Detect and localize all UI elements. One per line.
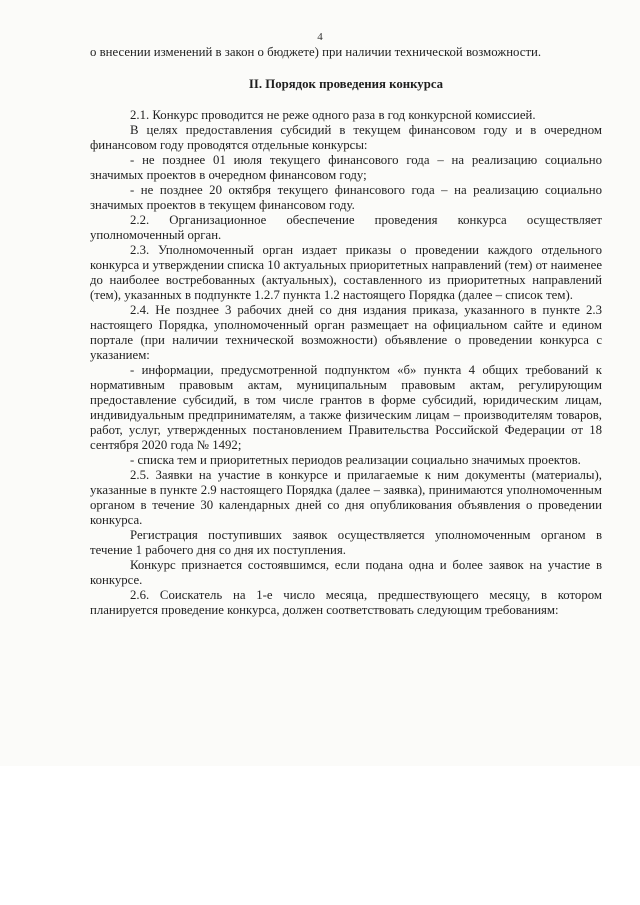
paragraph-2-5: 2.5. Заявки на участие в конкурсе и прилагаемые к ним документы (материалы), указанные в пункте 2.9 настоящего Порядка (далее – заявка), принимаются уполномоченным органом в течение 30 календарных дней со дня опубликования объявления о проведении конкурса.: [90, 468, 602, 527]
blank-background: [0, 766, 640, 905]
section-heading: II. Порядок проведения конкурса: [248, 77, 444, 91]
paragraph-2-1: 2.1. Конкурс проводится не реже одного раза в год конкурсной комиссией.: [130, 108, 536, 122]
list-item-topics: - списка тем и приоритетных периодов реализации социально значимых проектов.: [130, 453, 581, 467]
document-body: [90, 45, 602, 618]
paragraph-2-3: 2.3. Уполномоченный орган издает приказы о проведении каждого отдельного конкурса и утверждении списка 10 актуальных приоритетных направлений (тем) от наименее до наиболее востребованных (актуальных), составленного из приоритетных направлений (тем), указанных в подпункте 1.2.7 пункта 1.2 настоящего Порядка (далее – список тем).: [90, 243, 602, 302]
continuation-paragraph: о внесении изменений в закон о бюджете) при наличии технической возможности.: [90, 45, 542, 59]
page-number: 4: [317, 31, 323, 43]
paragraph-registration: Регистрация поступивших заявок осуществляется уполномоченным органом в течение 1 рабочего дня со дня их поступления.: [90, 528, 602, 557]
list-item-information: - информации, предусмотренной подпунктом «б» пункта 4 общих требований к нормативным правовым актам, муниципальным правовым актам, регулирующим предоставление субсидий, в том числе грантов в форме субсидий, юридическим лицам, индивидуальным предпринимателям, а также физическим лицам – производителям товаров, работ, услуг, утвержденных постановлением Правительства Российской Федерации от 18 сентября 2020 года № 1492;: [90, 363, 602, 452]
paragraph-contest-valid: Конкурс признается состоявшимся, если подана одна и более заявок на участие в конкурсе.: [90, 558, 602, 587]
paragraph-2-6: 2.6. Соискатель на 1-е число месяца, предшествующего месяцу, в котором планируется проведение конкурса, должен соответствовать следующим требованиям:: [90, 588, 602, 617]
paragraph-2-2: 2.2. Организационное обеспечение проведения конкурса осуществляет уполномоченный орган.: [90, 213, 602, 242]
paragraph-separate-contests: В целях предоставления субсидий в текущем финансовом году и в очередном финансовом году проводятся отдельные конкурсы:: [90, 123, 602, 152]
list-item-july-deadline: - не позднее 01 июля текущего финансового года – на реализацию социально значимых проектов в очередном финансовом году;: [90, 153, 602, 182]
paragraph-2-4: 2.4. Не позднее 3 рабочих дней со дня издания приказа, указанного в пункте 2.3 настоящего Порядка, уполномоченный орган размещает на официальном сайте и едином портале (при наличии технической возможности) объявление о проведении конкурса с указанием:: [90, 303, 602, 362]
list-item-october-deadline: - не позднее 20 октября текущего финансового года – на реализацию социально значимых проектов в текущем финансовом году.: [90, 183, 602, 212]
